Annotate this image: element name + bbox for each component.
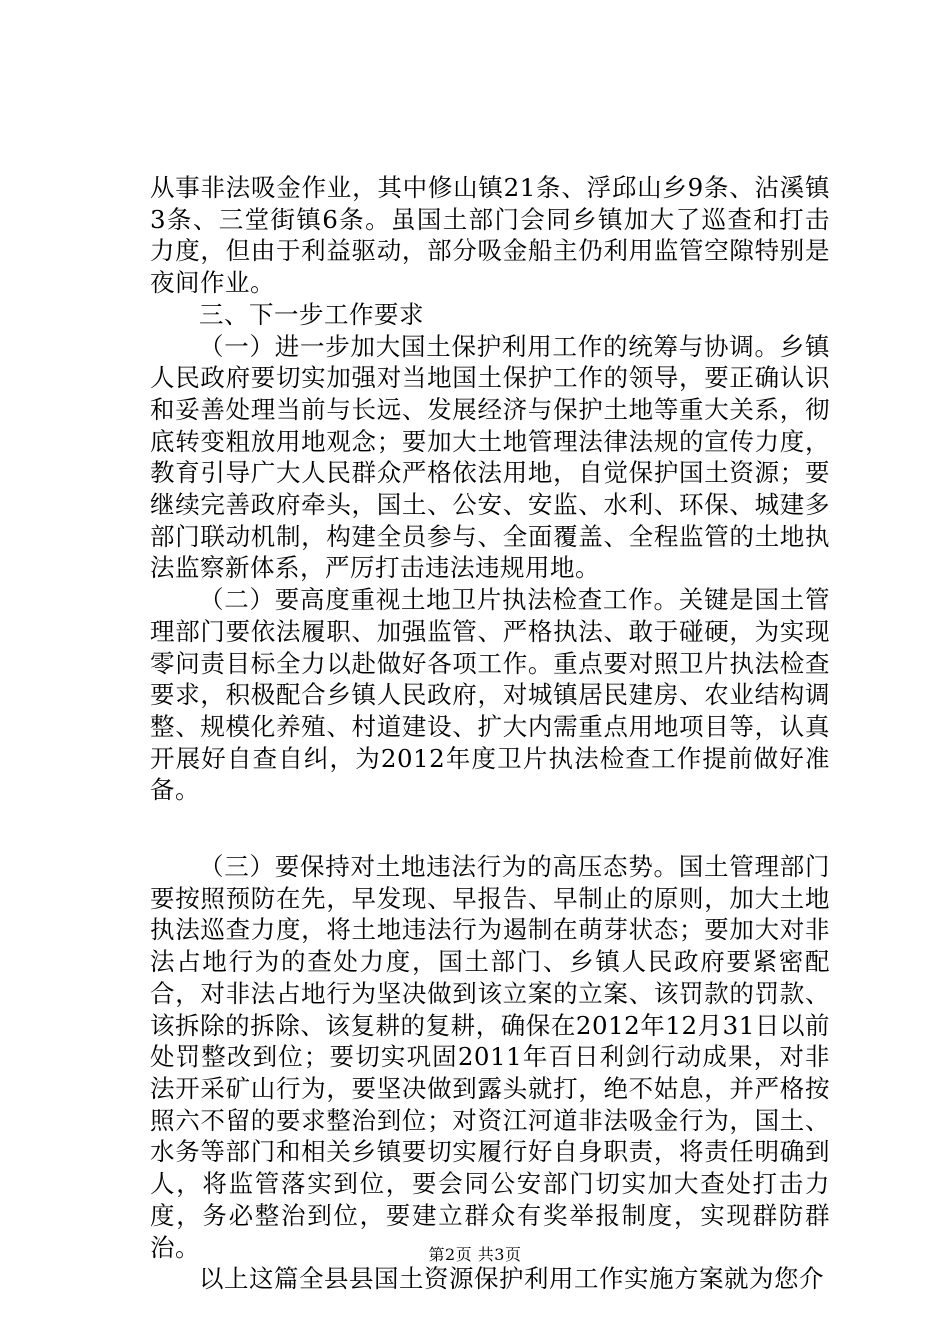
page-footer: 第2页 共3页 xyxy=(428,1245,522,1264)
paragraph-item-1: （一）进一步加大国土保护利用工作的统筹与协调。乡镇人民政府要切实加强对当地国土保护工作的领导，要正确认识和妥善处理当前与长远、发展经济与保护土地等重大关系，彻底转变粗放用地观念；要加大土地管理法律法规的宣传力度，教育引导广大人民群众严格依法用地，自觉保护国土资源；要继续完善政府牵头，国土、公安、安监、水利、环保、城建多部门联动机制，构建全员参与、全面覆盖、全程监管的土地执法监察新体系，严厉打击违法违规用地。 xyxy=(150,331,830,583)
paragraph-gap xyxy=(150,806,830,851)
paragraph-continuation: 从事非法吸金作业，其中修山镇21条、浮邱山乡9条、沾溪镇3条、三堂街镇6条。虽国土部门会同乡镇加大了巡查和打击力度，但由于利益驱动，部分吸金船主仍利用监管空隙特别是夜间作业。 xyxy=(150,173,830,298)
paragraph-item-3: （三）要保持对土地违法行为的高压态势。国土管理部门要按照预防在先，早发现、早报告、早制止的原则，加大土地执法巡查力度，将土地违法行为遏制在萌芽状态；要加大对非法占地行为的查处力度，国土部门、乡镇人民政府要紧密配合，对非法占地行为坚决做到该立案的立案、该罚款的罚款、该拆除的拆除、该复耕的复耕，确保在2012年12月31日以前处罚整改到位；要切实巩固2011年百日利剑行动成果，对非法开采矿山行为，要坚决做到露头就打，绝不姑息，并严格按照六不留的要求整治到位；对资江河道非法吸金行为，国土、水务等部门和相关乡镇要切实履行好自身职责，将责任明确到人，将监管落实到位，要会同公安部门切实加大查处打击力度，务必整治到位，要建立群众有奖举报制度，实现群防群治。 xyxy=(150,852,830,1262)
section-heading: 三、下一步工作要求 xyxy=(199,299,424,329)
paragraph-closing: 以上这篇全县县国土资源保护利用工作实施方案就为您介 xyxy=(199,1264,824,1294)
document-body xyxy=(150,172,830,1295)
paragraph-item-2: （二）要高度重视土地卫片执法检查工作。关键是国土管理部门要依法履职、加强监管、严格执法、敢于碰硬，为实现零问责目标全力以赴做好各项工作。重点要对照卫片执法检查要求，积极配合乡镇人民政府，对城镇居民建房、农业结构调整、规模化养殖、村道建设、扩大内需重点用地项目等，认真开展好自查自纠，为2012年度卫片执法检查工作提前做好准备。 xyxy=(150,585,830,805)
